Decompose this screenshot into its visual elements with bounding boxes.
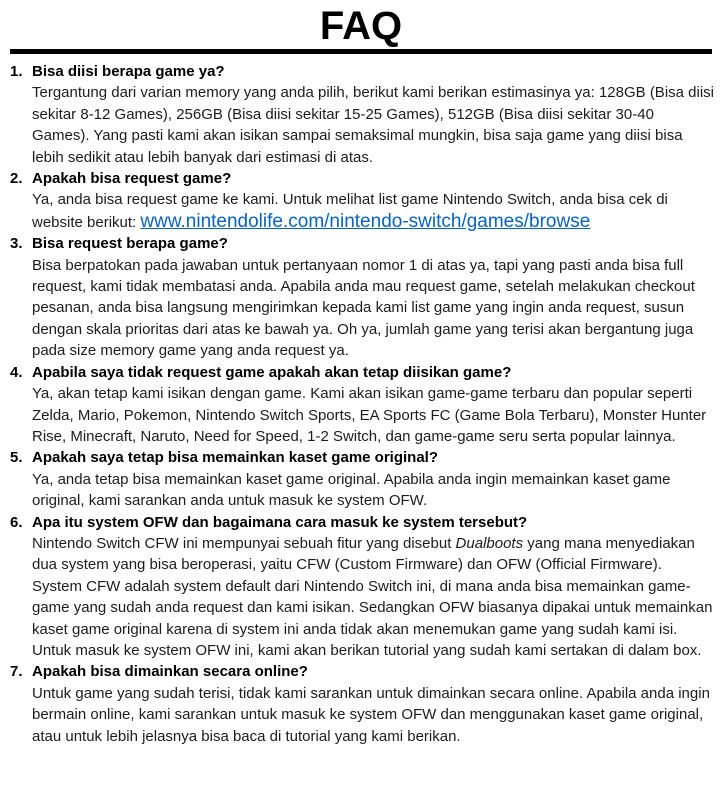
faq-question: Apabila saya tidak request game apakah akan tetap diisikan game? [32, 363, 512, 381]
faq-answer-text: Nintendo Switch CFW ini mempunyai sebuah fitur yang disebut [32, 534, 456, 552]
page-header [8, 4, 714, 54]
faq-question: Apa itu system OFW dan bagaimana cara masuk ke system tersebut? [32, 513, 528, 531]
faq-question: Bisa diisi berapa game ya? [32, 63, 225, 80]
faq-list [8, 61, 714, 747]
faq-item-number: 2. [10, 170, 23, 188]
page-title: FAQ [319, 4, 403, 48]
faq-question: Apakah bisa dimainkan secara online? [32, 663, 308, 681]
faq-item-4 [8, 362, 714, 448]
faq-item-7 [8, 661, 714, 747]
faq-item-body [32, 362, 714, 448]
faq-answer: Tergantung dari varian memory yang anda pilih, berikut kami berikan estimasinya ya: 128GB (Bisa diisi sekitar 8-12 Games), 256GB (Bisa diisi sekitar 15-25 Games), 512GB (Bisa diisi sekitar 30-40 Games). Yang pasti kami akan isikan sampai semaksimal mungkin, bisa saja game yang diisi bisa lebih sedikit atau lebih banyak dari estimasi di atas. [32, 84, 714, 166]
faq-answer: Bisa berpatokan pada jawaban untuk pertanyaan nomor 1 di atas ya, tapi yang pasti anda bisa full request, kami tidak membatasi anda. Apabila anda mau request game, setelah melakukan checkout pesanan, anda bisa langsung mengirimkan kepada kami list game yang ingin anda request, susun dengan skala prioritas dari atas ke bawah ya. Oh ya, jumlah game yang terisi akan bergantung juga pada size memory game yang anda request ya. [32, 256, 695, 360]
faq-answer [32, 189, 714, 233]
title-divider [10, 49, 712, 54]
faq-answer: Ya, anda tetap bisa memainkan kaset game original. Apabila anda ingin memainkan kaset game original, kami sarankan anda untuk masuk ke system OFW. [32, 470, 671, 510]
faq-item-6 [8, 512, 714, 662]
faq-item-number: 3. [10, 235, 23, 253]
faq-item-number: 7. [10, 663, 23, 681]
faq-item-2 [8, 168, 714, 233]
faq-question: Apakah saya tetap bisa memainkan kaset game original? [32, 449, 438, 467]
faq-answer-text: yang mana menyediakan dua system yang bisa beroperasi, yaitu CFW (Custom Firmware) dan OFW (Official Firmware). System CFW adalah system default dari Nintendo Switch ini, di mana anda bisa memainkan game-game yang sudah anda request dan kami isikan. Sedangkan OFW biasanya dipakai untuk memainkan kaset game original karena di system ini anda tidak akan menemukan game yang sudah kami isi. Untuk masuk ke system OFW ini, kami akan berikan tutorial yang sudah kami sertakan di dalam box. [32, 534, 713, 659]
faq-item-body [32, 61, 714, 168]
faq-item-body [32, 661, 714, 747]
faq-item-5 [8, 447, 714, 511]
nintendolife-link[interactable]: www.nintendolife.com/nintendo-switch/games/browse [140, 210, 591, 232]
dualboots-term: Dualboots [455, 534, 524, 552]
faq-answer: Ya, akan tetap kami isikan dengan game. Kami akan isikan game-game terbaru dan popular seperti Zelda, Mario, Pokemon, Nintendo Switch Sports, EA Sports FC (Game Bola Terbaru), Monster Hunter Rise, Minecraft, Naruto, Need for Speed, 1-2 Switch, dan game-game seru serta popular lainnya. [32, 385, 707, 445]
faq-answer-text: Ya, anda bisa request game ke kami. Untuk melihat list game Nintendo Switch, anda bisa cek di website berikut: [32, 191, 668, 231]
faq-item-body [32, 233, 714, 361]
faq-answer [32, 533, 714, 661]
faq-item-3 [8, 233, 714, 361]
faq-item-number: 4. [10, 363, 23, 381]
faq-question: Bisa request berapa game? [32, 235, 228, 253]
faq-item-body [32, 168, 714, 233]
faq-question: Apakah bisa request game? [32, 170, 232, 188]
faq-item-body [32, 512, 714, 662]
faq-item-number: 6. [10, 513, 23, 531]
faq-item-1 [8, 61, 714, 168]
faq-item-body [32, 447, 714, 511]
faq-answer: Untuk game yang sudah terisi, tidak kami sarankan untuk dimainkan secara online. Apabila anda ingin bermain online, kami sarankan untuk masuk ke system OFW dan menggunakan kaset game original, atau untuk lebih jelasnya bisa baca di tutorial yang kami berikan. [32, 684, 710, 745]
faq-item-number: 5. [10, 449, 23, 467]
faq-item-number: 1. [10, 63, 23, 80]
